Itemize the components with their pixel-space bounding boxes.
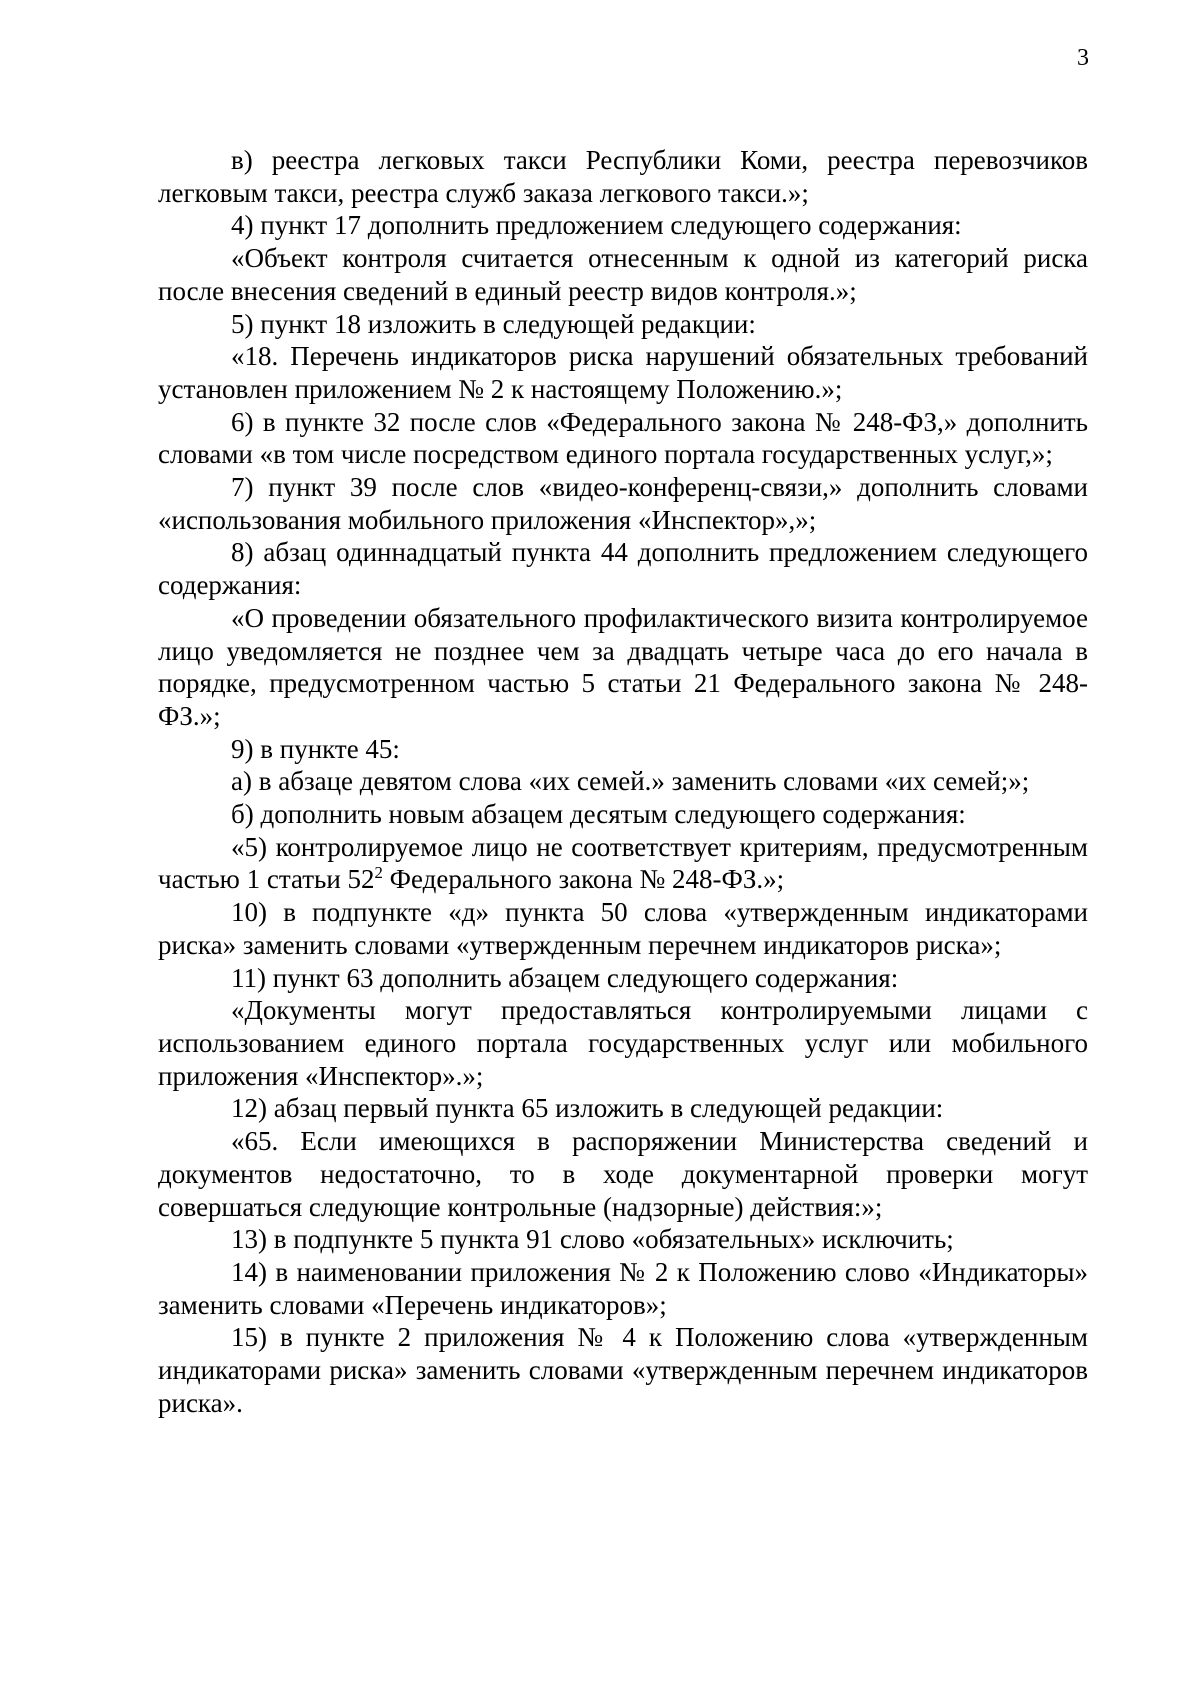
paragraph-point-8: 8) абзац одиннадцатый пункта 44 дополнить предложением следующего содержания: xyxy=(158,537,1088,601)
paragraph-point-5: 5) пункт 18 изложить в следующей редакции: xyxy=(231,308,756,339)
paragraph-text-after-superscript: Федерального закона № 248-ФЗ.»; xyxy=(382,864,785,895)
paragraph-point-11-quote: «Документы могут предоставляться контролируемыми лицами с использованием единого портала государственных услуг или мобильного приложения «Инспектор».»; xyxy=(158,995,1088,1091)
paragraph-point-15: 15) в пункте 2 приложения № 4 к Положению слова «утвержденным индикаторами риска» заменить словами «утвержденным перечнем индикаторов риска». xyxy=(158,1322,1088,1418)
paragraph-point-12: 12) абзац первый пункта 65 изложить в следующей редакции: xyxy=(231,1093,944,1124)
paragraph-point-5-quote: «18. Перечень индикаторов риска нарушений обязательных требований установлен приложением № 2 к настоящему Положению.»; xyxy=(158,341,1088,404)
paragraph-point-6: 6) в пункте 32 после слов «Федерального закона № 248-ФЗ,» дополнить словами «в том числе посредством единого портала государственных услуг,»; xyxy=(158,406,1088,470)
paragraph-point-7: 7) пункт 39 после слов «видео-конференц-связи,» дополнить словами «использования мобильного приложения «Инспектор»,»; xyxy=(158,472,1088,535)
paragraph-point-12-quote: «65. Если имеющихся в распоряжении Министерства сведений и документов недостаточно, то в ходе документарной проверки могут совершаться следующие контрольные (надзорные) действия:»; xyxy=(158,1126,1088,1222)
paragraph-point-11: 11) пункт 63 дополнить абзацем следующего содержания: xyxy=(231,962,899,993)
paragraph-point-9-b-quote xyxy=(158,831,1088,896)
page-number: 3 xyxy=(1077,45,1089,71)
paragraph-point-10: 10) в подпункте «д» пункта 50 слова «утвержденным индикаторами риска» заменить словами «утвержденным перечнем индикаторов риска»; xyxy=(158,897,1088,960)
paragraph-point-9-a: а) в абзаце девятом слова «их семей.» заменить словами «их семей;»; xyxy=(231,766,1030,797)
document-body xyxy=(158,144,1088,1419)
paragraph-point-4: 4) пункт 17 дополнить предложением следующего содержания: xyxy=(231,210,962,241)
paragraph-point-8-quote: «О проведении обязательного профилактического визита контролируемое лицо уведомляется не позднее чем за двадцать четыре часа до его начала в порядке, предусмотренном частью 5 статьи 21 Федерального закона № 248-ФЗ.»; xyxy=(158,602,1088,731)
paragraph-point-13: 13) в подпункте 5 пункта 91 слово «обязательных» исключить; xyxy=(231,1224,954,1255)
paragraph-point-9: 9) в пункте 45: xyxy=(231,733,400,764)
paragraph-text-before-superscript: «5) контролируемое лицо не соответствует критериям, предусмотренным частью 1 статьи 52 xyxy=(158,831,1088,895)
paragraph-point-4-quote: «Объект контроля считается отнесенным к одной из категорий риска после внесения сведений в единый реестр видов контроля.»; xyxy=(158,243,1088,306)
paragraph-point-14: 14) в наименовании приложения № 2 к Положению слово «Индикаторы» заменить словами «Перечень индикаторов»; xyxy=(158,1256,1088,1320)
paragraph-item-v-registries: в) реестра легковых такси Республики Коми, реестра перевозчиков легковым такси, реестра служб заказа легкового такси.»; xyxy=(158,145,1088,208)
paragraph-point-9-b: б) дополнить новым абзацем десятым следующего содержания: xyxy=(231,799,966,830)
article-superscript: 2 xyxy=(374,863,383,883)
